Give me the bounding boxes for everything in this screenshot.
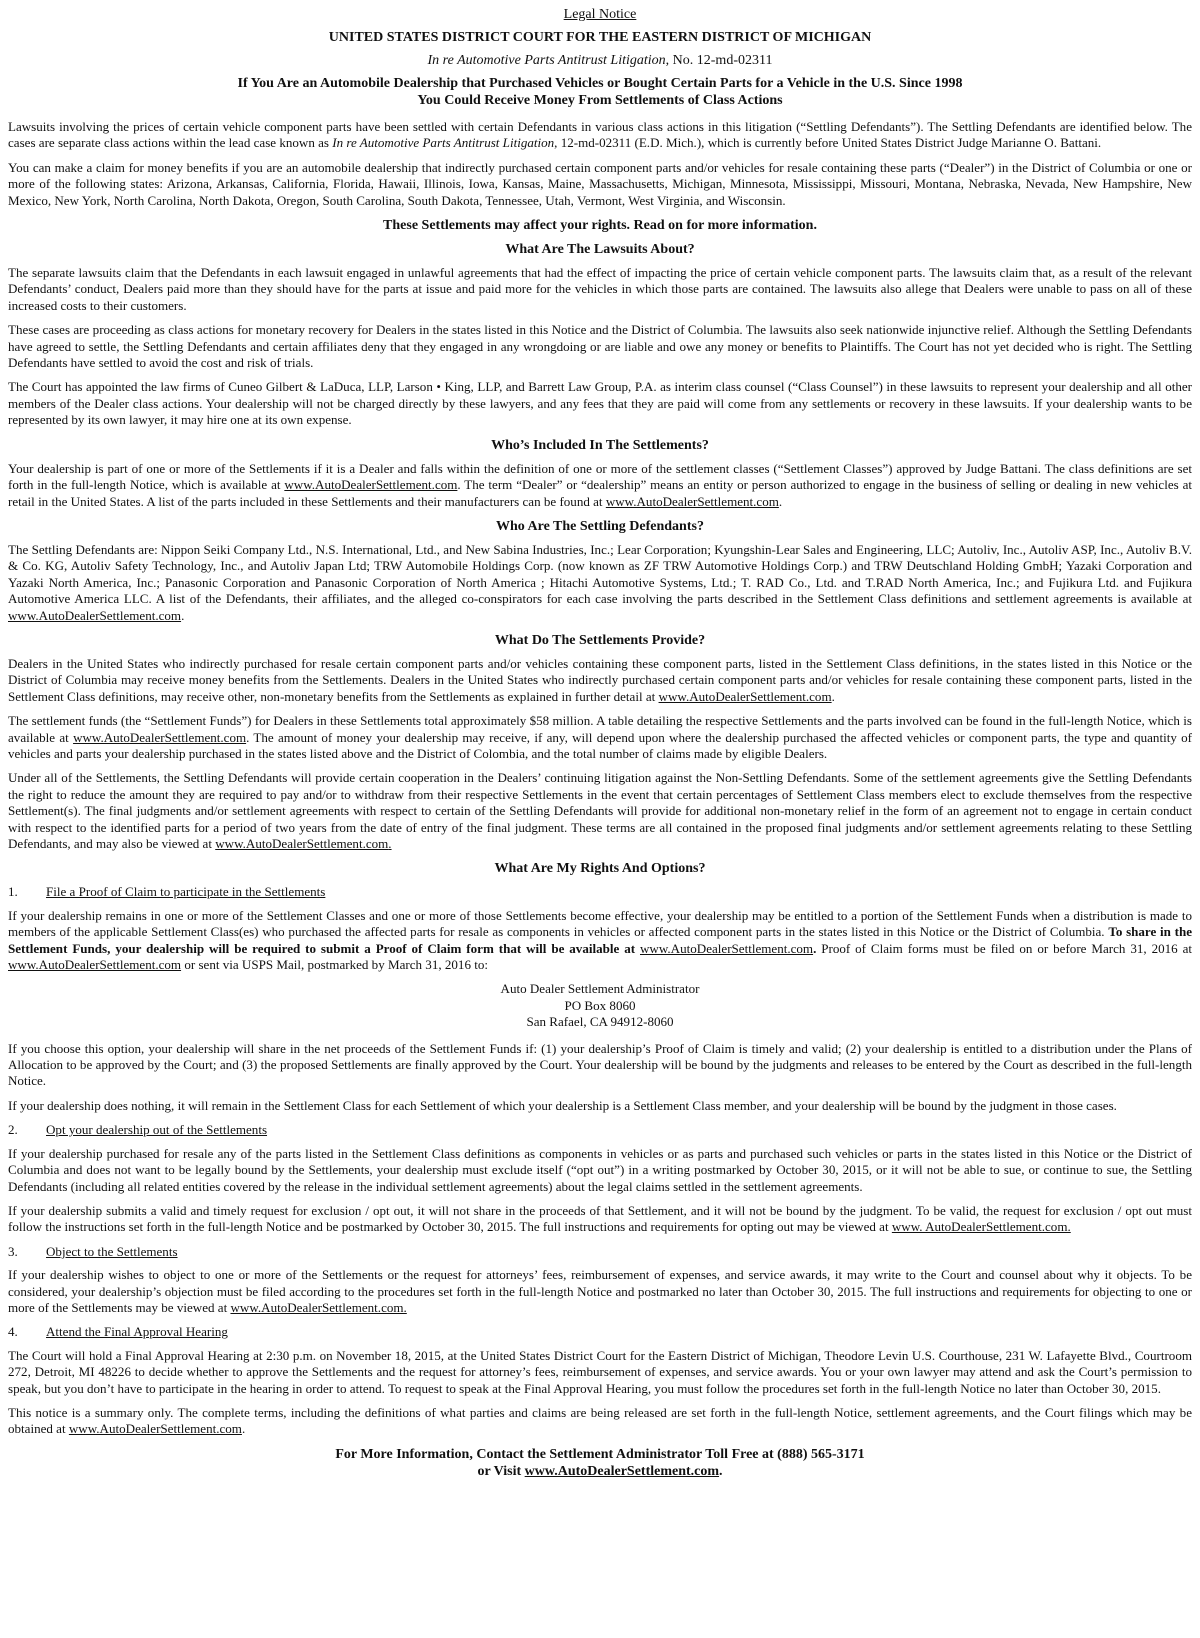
section-heading-rights: What Are My Rights And Options?: [494, 861, 706, 877]
lawsuits-paragraph-3: The Court has appointed the law firms of Cuneo Gilbert & LaDuca, LLP, Larson • King, LLP, and Barrett Law Group, P.A. as interim class counsel (“Class Counsel”) in these lawsuits to represent your dealership and all other members of the Dealer class actions. Your dealership will not be charged directly by these lawyers, and any fees that they are paid will come from any settlements or recovery in these lawsuits. If your dealership wants to be represented by its own lawyer, it may hire one at its own expense.: [8, 379, 1192, 428]
option-3-paragraph: If your dealership wishes to object to one or more of the Settlements or the request for attorneys’ fees, reimbursement of expenses, and service awards, it may write to the Court and counsel about why it objects. To be considered, your dealership’s objection must be filed according to the procedures set forth in the full-length Notice and postmarked no later than October 30, 2015. The full instructions and requirements for objecting to one or more of the Settlements may be viewed at www.AutoDealerSettlement.com.: [8, 1267, 1192, 1315]
court-name: UNITED STATES DISTRICT COURT FOR THE EASTERN DISTRICT OF MICHIGAN: [328, 30, 872, 45]
website-link[interactable]: www. AutoDealerSettlement.com.: [891, 1219, 1071, 1235]
section-heading-provide: What Do The Settlements Provide?: [494, 632, 706, 648]
case-number: , No. 12-md-02311: [665, 53, 773, 68]
website-link[interactable]: www.AutoDealerSettlement.com: [658, 688, 832, 704]
footer-line-2: or Visit www.AutoDealerSettlement.com.: [477, 1463, 723, 1479]
website-link[interactable]: www.AutoDealerSettlement.com: [605, 493, 779, 509]
section-heading-included: Who’s Included In The Settlements?: [491, 437, 709, 453]
option-2-paragraph-1: If your dealership purchased for resale any of the parts listed in the Settlement Class definitions as components in vehicles or as parts and purchased such vehicles or parts in the states listed in this Notice or the District of Columbia and does not want to be legally bound by the Settlements, your dealership must exclude itself (“opt out”) in a writing postmarked by October 30, 2015, or it will not be able to sue, or continue to sue, the Settling Defendants (including all related entities covered by the release in the individual settlement agreements) about the legal claims settled in the settlement agreements.: [8, 1145, 1192, 1194]
mailing-address: [8, 981, 1192, 1030]
option-2-title: 2. Opt your dealership out of the Settlements: [8, 1122, 268, 1138]
headline-line-2: You Could Receive Money From Settlements of Class Actions: [417, 93, 783, 108]
option-2-paragraph-2: If your dealership submits a valid and timely request for exclusion / opt out, it will not share in the proceeds of that Settlement, and it will not be bound by the judgment. To be valid, the request for exclusion / opt out must follow the instructions set forth in the full-length Notice and be postmarked by October 30, 2015. The full instructions and requirements for opting out may be viewed at www. AutoDealerSettlement.com.: [8, 1202, 1192, 1235]
rights-notice-heading: These Settlements may affect your rights. Read on for more information.: [383, 218, 817, 234]
website-link[interactable]: www.AutoDealerSettlement.com.: [230, 1299, 407, 1315]
website-link[interactable]: www.AutoDealerSettlement.com: [524, 1463, 720, 1479]
lawsuits-paragraph-2: These cases are proceeding as class actions for monetary recovery for Dealers in the states listed in this Notice and the District of Columbia. The lawsuits also seek nationwide injunctive relief. Although the Settling Defendants have agreed to settle, the Settling Defendants and certain affiliates deny that they engaged in any wrongdoing or are liable and owe any money or benefits to Plaintiffs. The Court has not yet decided who is right. The Settling Defendants have settled to avoid the cost and risk of trials.: [8, 322, 1192, 371]
address-line-2: PO Box 8060: [564, 997, 636, 1013]
section-heading-defendants: Who Are The Settling Defendants?: [496, 518, 704, 534]
provide-paragraph-2: The settlement funds (the “Settlement Funds”) for Dealers in these Settlements total approximately $58 million. A table detailing the respective Settlements and the parts involved can be found in the full-length Notice, which is available at www.AutoDealerSettlement.com. The amount of money your dealership may receive, if any, will depend upon where the dealership purchased the affected vehicles or component parts, the type and quantity of vehicles and parts your dealership purchased in the states listed above and the District of Colombia, and the total number of claims made by eligible Dealers.: [8, 713, 1192, 761]
summary-paragraph: This notice is a summary only. The complete terms, including the definitions of what parties and claims are being released are set forth in the full-length Notice, settlement agreements, and the Court filings which may be obtained at www.AutoDealerSettlement.com.: [8, 1404, 1192, 1437]
option-1-paragraph-2: If you choose this option, your dealership will share in the net proceeds of the Settlement Funds if: (1) your dealership’s Proof of Claim is timely and valid; (2) your dealership is entitled to a distribution under the Plans of Allocation to be approved by the Court; and (3) the proposed Settlements are finally approved by the Court. Your dealership will be bound by the judgments and releases to be entered by the Court as described in the full-length Notice.: [8, 1040, 1192, 1089]
option-4-title: 4. Attend the Final Approval Hearing: [8, 1324, 228, 1340]
website-link[interactable]: www.AutoDealerSettlement.com: [73, 729, 247, 745]
website-link[interactable]: www.AutoDealerSettlement.com: [284, 477, 458, 493]
footer-line-1: For More Information, Contact the Settlement Administrator Toll Free at (888) 565-3171: [335, 1446, 865, 1462]
section-heading-lawsuits: What Are The Lawsuits About?: [505, 242, 695, 258]
option-4-paragraph: The Court will hold a Final Approval Hearing at 2:30 p.m. on November 18, 2015, at the United States District Court for the Eastern District of Michigan, Theodore Levin U.S. Courthouse, 231 W. Lafayette Blvd., Courtroom 272, Detroit, MI 48226 to decide whether to approve the Settlements and the request for attorney’s fees, reimbursement of expenses, and service awards. You or your own lawyer may attend and ask the Court’s permission to speak, but you don’t have to participate in the hearing in order to attend. To request to speak at the Final Approval Hearing, you must follow the procedures set forth in the full-length Notice no later than October 30, 2015.: [8, 1347, 1192, 1396]
case-caption: [8, 52, 1192, 69]
address-line-3: San Rafael, CA 94912-8060: [526, 1014, 674, 1030]
lawsuits-paragraph-1: The separate lawsuits claim that the Defendants in each lawsuit engaged in unlawful agreements that had the effect of impacting the price of certain vehicle component parts. The lawsuits claim that, as a result of the relevant Defendants’ conduct, Dealers paid more than they should have for the parts at issue and paid more for the vehicles in which those parts are contained. The lawsuits also allege that Dealers were unable to pass on all of these increased costs to their customers.: [8, 265, 1192, 313]
option-1-title: 1. File a Proof of Claim to participate in the Settlements: [8, 884, 326, 900]
footer-contact: [8, 1446, 1192, 1480]
intro-paragraph-1: Lawsuits involving the prices of certain vehicle component parts have been settled with certain Defendants in various class actions in this litigation (“Settling Defendants”). The Settling Defendants are identified below. The cases are separate class actions within the lead case known as In re Automotive Parts Antitrust Litigation, 12-md-02311 (E.D. Mich.), which is currently before United States District Judge Marianne O. Battani.: [8, 119, 1192, 151]
defendants-paragraph: The Settling Defendants are: Nippon Seiki Company Ltd., N.S. International, Ltd., and New Sabina Industries, Inc.; Lear Corporation; Kyungshin-Lear Sales and Engineering, LLC; Autoliv, Inc., Autoliv ASP, Inc., Autoliv B.V. & Co. KG, Autoliv Safety Technology, Inc., and Autoliv Japan Ltd; TRW Automobile Holdings Corp. (now known as ZF TRW Automotive Holdings Corp.) and TRW Deutschland Holding GmbH; Yazaki Corporation and Yazaki North America, Inc.; Panasonic Corporation and Panasonic Corporation of North America ; Hitachi Automotive Systems, Ltd.; T. RAD Co., Ltd. and T.RAD North America, Inc.; and Fujikura Ltd. and Fujikura Automotive America LLC. A list of the Defendants, their affiliates, and the alleged co-conspirators for each case involving the parts described in the Settlement Class definitions and settlement agreements is available at www.AutoDealerSettlement.com.: [8, 541, 1192, 623]
website-link[interactable]: www.AutoDealerSettlement.com: [68, 1421, 242, 1437]
website-link[interactable]: www.AutoDealerSettlement.com: [215, 836, 389, 851]
headline: [8, 75, 1192, 109]
headline-line-1: If You Are an Automobile Dealership that Purchased Vehicles or Bought Certain Parts for a Vehicle in the U.S. Since 1998: [237, 76, 963, 91]
option-1-paragraph-3: If your dealership does nothing, it will remain in the Settlement Class for each Settlement of which your dealership is a Settlement Class member, and your dealership will be bound by the judgment in those cases.: [8, 1097, 1117, 1113]
option-1-paragraph-1: If your dealership remains in one or more of the Settlement Classes and one or more of those Settlements become effective, your dealership may be entitled to a portion of the Settlement Funds when a distribution is made to members of the applicable Settlement Class(es) who purchased the affected parts for resale as components in vehicles or affected component parts in the states listed in this Notice or the District of Columbia. To share in the Settlement Funds, your dealership will be required to submit a Proof of Claim form that will be available at www.AutoDealerSettlement.com. Proof of Claim forms must be filed on or before March 31, 2016 at www.AutoDealerSettlement.com or sent via USPS Mail, postmarked by March 31, 2016 to:: [8, 907, 1192, 973]
notice-label: Legal Notice: [563, 7, 637, 22]
provide-paragraph-3: Under all of the Settlements, the Settling Defendants will provide certain cooperation in the Dealers’ continuing litigation against the Non-Settling Defendants. Some of the settlement agreements give the Settling Defendants the right to reduce the amount they are required to pay and/or to withdraw from their respective Settlements in the event that certain percentages of Settlement Class members elect to exclude themselves from the respective Settlement(s). The final judgments and/or settlement agreements with respect to certain of the Settling Defendants will provide for additional non-monetary relief in the form of an agreement not to engage in certain conduct with respect to the identified parts for a period of two years from the date of entry of the final judgment. These terms are all contained in the proposed final judgments and/or settlement agreements relating to these Settling Defendants, and may also be viewed at www.AutoDealerSettlement.com.: [8, 770, 1192, 851]
intro-paragraph-2: You can make a claim for money benefits if you are an automobile dealership that indirectly purchased certain component parts and/or vehicles for resale containing these parts (“Dealer”) in the District of Columbia or one or more of the following states: Arizona, Arkansas, California, Florida, Hawaii, Illinois, Iowa, Kansas, Maine, Massachusetts, Michigan, Minnesota, Mississippi, Missouri, Montana, Nebraska, Nevada, New Hampshire, New Mexico, New York, North Carolina, North Dakota, Oregon, South Carolina, South Dakota, Tennessee, Utah, Vermont, West Virginia, and Wisconsin.: [8, 159, 1192, 208]
website-link[interactable]: www.AutoDealerSettlement.com: [640, 940, 814, 956]
included-paragraph: Your dealership is part of one or more of the Settlements if it is a Dealer and falls within the definition of one or more of the settlement classes (“Settlement Classes”) approved by Judge Battani. The class definitions are set forth in the full-length Notice, which is available at www.AutoDealerSettlement.com. The term “Dealer” or “dealership” means an entity or person authorized to engage in the business of selling or dealing in new vehicles at retail in the United States. A list of the parts included in these Settlements and their manufacturers can be found at www.AutoDealerSettlement.com.: [8, 460, 1192, 509]
website-link[interactable]: www.AutoDealerSettlement.com: [8, 957, 182, 973]
option-3-title: 3. Object to the Settlements: [8, 1243, 178, 1259]
case-name: In re Automotive Parts Antitrust Litigation: [427, 53, 666, 68]
provide-paragraph-1: Dealers in the United States who indirectly purchased for resale certain component parts and/or vehicles containing these component parts, listed in the Settlement Class definitions, in the states listed in this Notice or the District of Columbia may receive money benefits from the Settlements. Dealers in the United States who indirectly purchased certain component parts and/or vehicles for resale containing these component parts, listed in the Settlement Class definitions, may receive other, non-monetary benefits from the Settlements as explained in further detail at www.AutoDealerSettlement.com.: [8, 655, 1192, 704]
address-line-1: Auto Dealer Settlement Administrator: [500, 981, 700, 997]
website-link[interactable]: www.AutoDealerSettlement.com: [8, 607, 182, 623]
